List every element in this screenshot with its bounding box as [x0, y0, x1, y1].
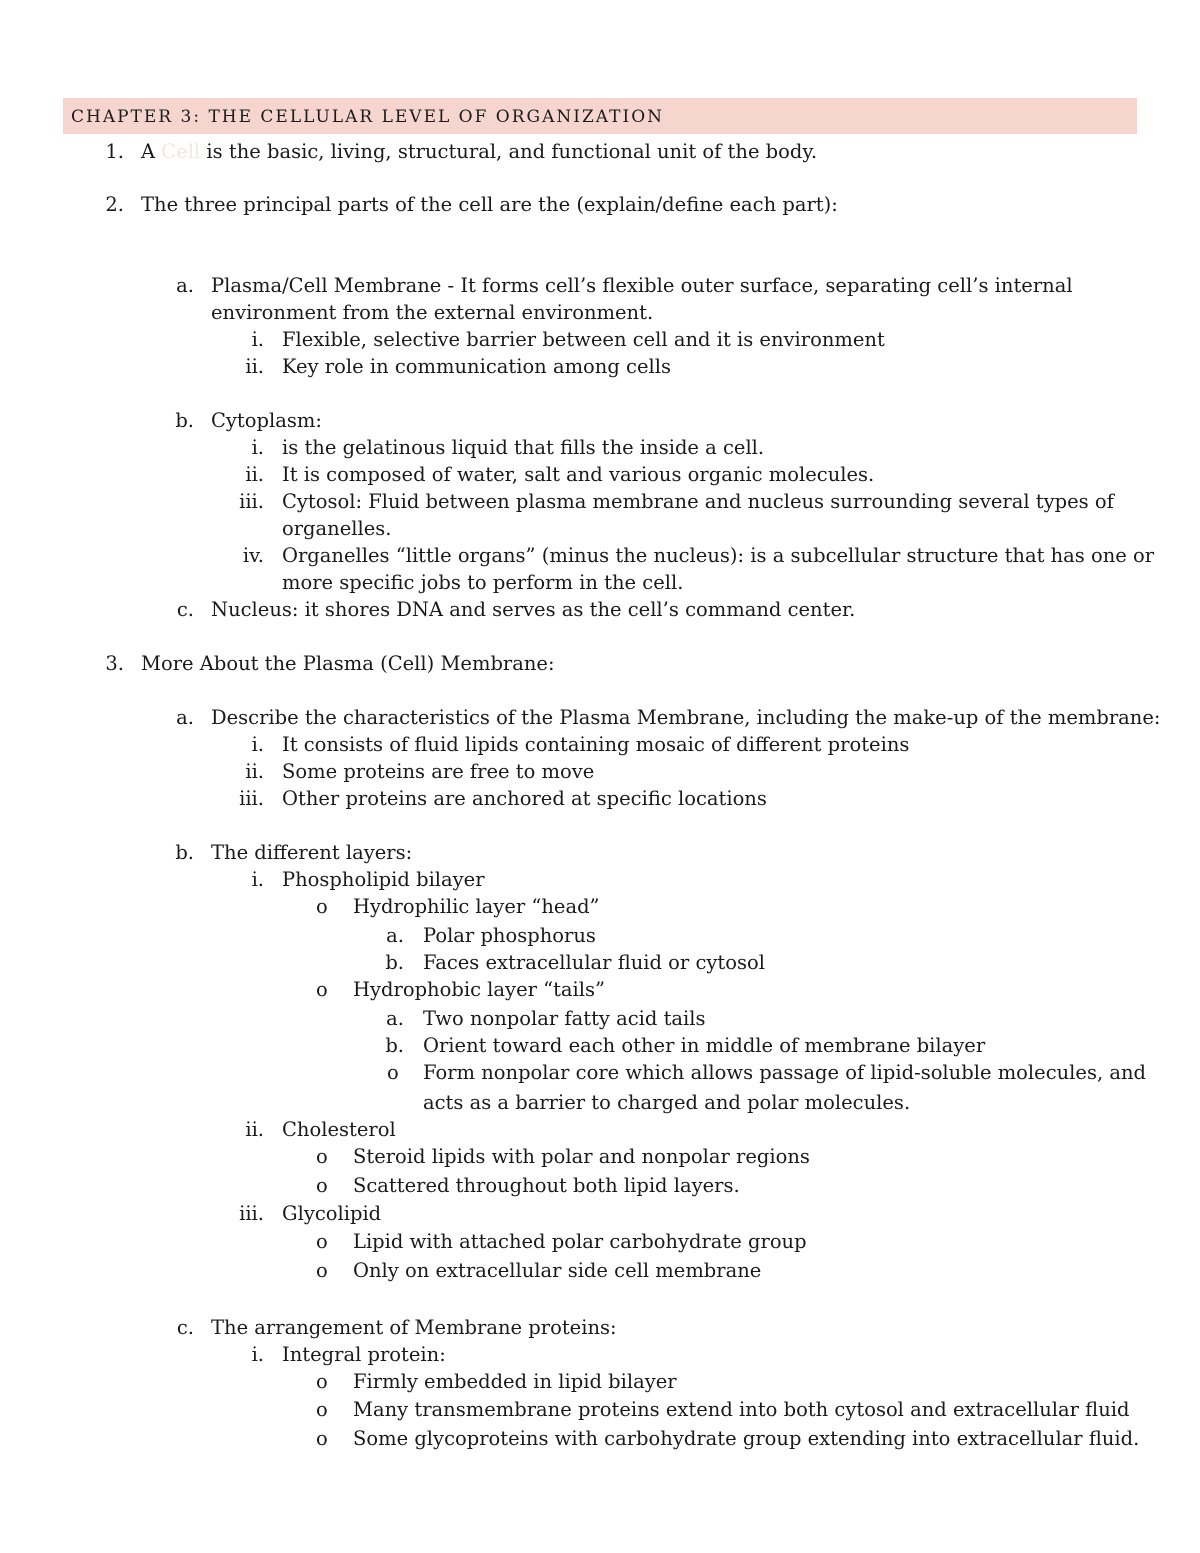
- hydrophobic-core-text: Form nonpolar core which allows passage of lipid-soluble molecules, and: [423, 1061, 1147, 1084]
- q3-a-mark: a.: [176, 706, 194, 729]
- hydrophobic-b-mark: b.: [385, 1034, 404, 1057]
- q3-a-iii-mark: iii.: [239, 787, 264, 810]
- glycolipid-item-2: Only on extracellular side cell membrane: [353, 1259, 762, 1282]
- integral-bullet-1: o: [316, 1370, 328, 1393]
- q2-a-line1: Plasma/Cell Membrane - It forms cell’s flexible outer surface, separating cell’s internal: [211, 274, 1073, 297]
- question-2-text: The three principal parts of the cell are the (explain/define each part):: [141, 193, 838, 216]
- glycolipid-item-1: Lipid with attached polar carbohydrate group: [353, 1230, 807, 1253]
- q2-b-iv-cont: more specific jobs to perform in the cell.: [282, 571, 684, 594]
- q2-a-mark: a.: [176, 274, 194, 297]
- q2-c-mark: c.: [176, 598, 194, 621]
- q2-a-ii-text: Key role in communication among cells: [282, 355, 671, 378]
- q3-b-ii-text: Cholesterol: [282, 1118, 396, 1141]
- hydrophobic-a-text: Two nonpolar fatty acid tails: [423, 1007, 706, 1030]
- q3-b-iii-mark: iii.: [239, 1202, 264, 1225]
- integral-item-3: Some glycoproteins with carbohydrate group extending into extracellular fluid.: [353, 1427, 1140, 1450]
- q3-b-mark: b.: [175, 841, 194, 864]
- q2-b-ii-mark: ii.: [245, 463, 264, 486]
- q3-b-i-text: Phospholipid bilayer: [282, 868, 485, 891]
- q3-b-ii-mark: ii.: [245, 1118, 264, 1141]
- integral-item-1: Firmly embedded in lipid bilayer: [353, 1370, 677, 1393]
- q2-b-iii-text: Cytosol: Fluid between plasma membrane and nucleus surrounding several types of: [282, 490, 1114, 513]
- q2-c-text: Nucleus: it shores DNA and serves as the cell’s command center.: [211, 598, 856, 621]
- hydrophobic-a-mark: a.: [386, 1007, 404, 1030]
- hydrophilic-text: Hydrophilic layer “head”: [353, 895, 600, 918]
- q2-b-iii-cont: organelles.: [282, 517, 392, 540]
- hydrophobic-core-cont: acts as a barrier to charged and polar molecules.: [423, 1091, 911, 1114]
- q2-b-iv-mark: iv.: [242, 544, 264, 567]
- cholesterol-item-2: Scattered throughout both lipid layers.: [353, 1174, 740, 1197]
- q3-c-mark: c.: [176, 1316, 194, 1339]
- hydrophilic-a-text: Polar phosphorus: [423, 924, 596, 947]
- hydrophobic-text: Hydrophobic layer “tails”: [353, 978, 606, 1001]
- q2-b-i-text: is the gelatinous liquid that fills the inside a cell.: [282, 436, 765, 459]
- cholesterol-item-1: Steroid lipids with polar and nonpolar regions: [353, 1145, 810, 1168]
- q3-a-i-mark: i.: [251, 733, 264, 756]
- cholesterol-bullet-2: o: [316, 1174, 328, 1197]
- q3-c-i-text: Integral protein:: [282, 1343, 446, 1366]
- q3-a-iii-text: Other proteins are anchored at specific locations: [282, 787, 767, 810]
- q3-a-i-text: It consists of fluid lipids containing mosaic of different proteins: [282, 733, 910, 756]
- question-1-number: 1.: [105, 140, 124, 163]
- q3-b-iii-text: Glycolipid: [282, 1202, 382, 1225]
- q2-b-ii-text: It is composed of water, salt and various organic molecules.: [282, 463, 875, 486]
- hydrophilic-bullet: o: [316, 895, 328, 918]
- hydrophobic-core-bullet: o: [387, 1061, 399, 1084]
- q2-b-iii-mark: iii.: [239, 490, 264, 513]
- chapter-title: CHAPTER 3: THE CELLULAR LEVEL OF ORGANIZATION: [71, 107, 665, 127]
- question-1-answer: Cell: [161, 140, 201, 163]
- q3-c-text: The arrangement of Membrane proteins:: [211, 1316, 617, 1339]
- q2-b-text: Cytoplasm:: [211, 409, 322, 432]
- question-3-text: More About the Plasma (Cell) Membrane:: [141, 652, 555, 675]
- hydrophilic-a-mark: a.: [386, 924, 404, 947]
- hydrophobic-bullet: o: [316, 978, 328, 1001]
- hydrophilic-b-mark: b.: [385, 951, 404, 974]
- q2-a-line2: environment from the external environment.: [211, 301, 654, 324]
- q3-b-i-mark: i.: [251, 868, 264, 891]
- q3-a-ii-mark: ii.: [245, 760, 264, 783]
- q2-a-i-mark: i.: [251, 328, 264, 351]
- q2-b-iv-text: Organelles “little organs” (minus the nucleus): is a subcellular structure that has one or: [282, 544, 1155, 567]
- glycolipid-bullet-2: o: [316, 1259, 328, 1282]
- integral-item-2: Many transmembrane proteins extend into both cytosol and extracellular fluid: [353, 1398, 1130, 1421]
- q2-b-i-mark: i.: [251, 436, 264, 459]
- hydrophobic-b-text: Orient toward each other in middle of membrane bilayer: [423, 1034, 986, 1057]
- glycolipid-bullet-1: o: [316, 1230, 328, 1253]
- q3-c-i-mark: i.: [251, 1343, 264, 1366]
- cholesterol-bullet-1: o: [316, 1145, 328, 1168]
- q3-a-text: Describe the characteristics of the Plasma Membrane, including the make-up of the membrane:: [211, 706, 1161, 729]
- hydrophilic-b-text: Faces extracellular fluid or cytosol: [423, 951, 765, 974]
- integral-bullet-2: o: [316, 1398, 328, 1421]
- q2-a-ii-mark: ii.: [245, 355, 264, 378]
- integral-bullet-3: o: [316, 1427, 328, 1450]
- question-2-number: 2.: [105, 193, 124, 216]
- question-1-text: A Cell is the basic, living, structural, and functional unit of the body.: [141, 140, 818, 163]
- q2-a-i-text: Flexible, selective barrier between cell and it is environment: [282, 328, 885, 351]
- question-3-number: 3.: [105, 652, 124, 675]
- q3-b-text: The different layers:: [211, 841, 413, 864]
- q3-a-ii-text: Some proteins are free to move: [282, 760, 595, 783]
- q2-b-mark: b.: [175, 409, 194, 432]
